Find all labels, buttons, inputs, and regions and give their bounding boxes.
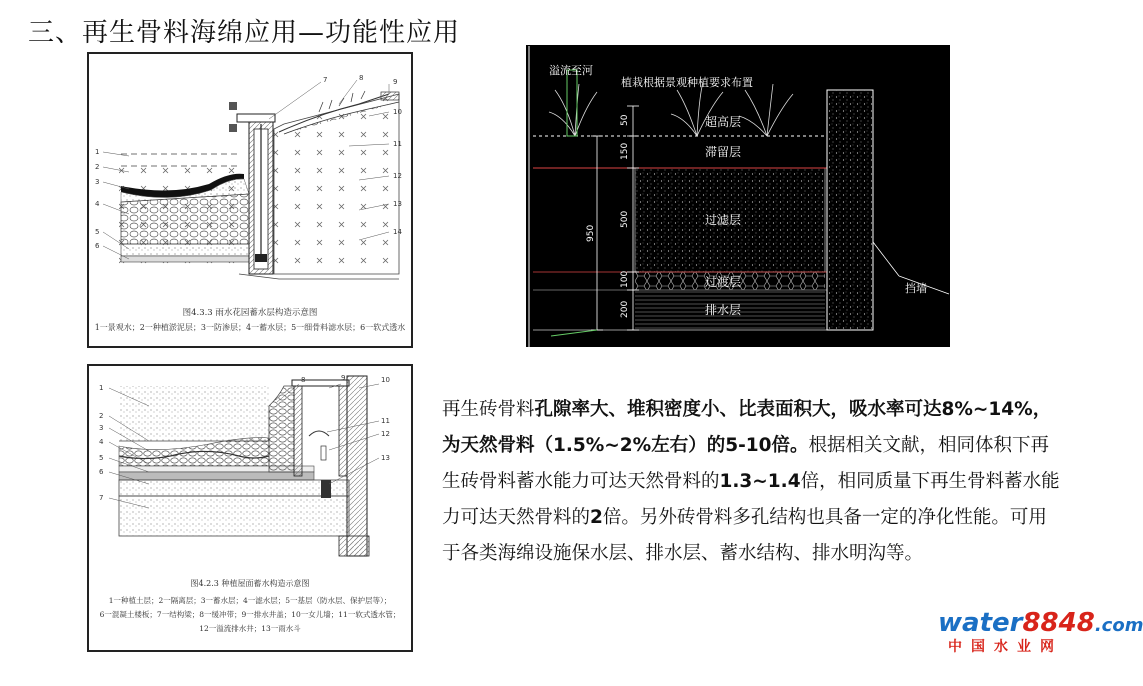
bioretention-section-drawing <box>526 45 950 347</box>
fig1-callout-left: 2 <box>95 163 100 171</box>
rain-garden-drawing <box>89 54 411 304</box>
fig2-callout-right: 9 <box>341 374 346 382</box>
fig1-callout-right: 12 <box>393 172 402 180</box>
dimension-label: 150 <box>620 142 630 160</box>
layer-label: 过滤层 <box>705 213 742 227</box>
fig1-callout-right: 8 <box>359 74 364 82</box>
fig1-callout-right: 13 <box>393 200 402 208</box>
fig1-callout-left: 6 <box>95 242 100 250</box>
fig2-callout-right: 12 <box>381 430 390 438</box>
paragraph-text: 根据相关文献，相同体积下再生砖骨料蓄水能力可达天然骨料的 <box>442 435 1050 492</box>
paragraph-text: 倍，相同质量下再生骨料蓄水能力可达天然骨料的 <box>442 471 1060 528</box>
paragraph-emphasis: 1.3~1.4 <box>719 471 801 492</box>
fig2-legend <box>89 594 411 636</box>
logo-domain: .com <box>1094 615 1143 636</box>
fig2-legend-line: 1一种植土层；2一隔离层；3一蓄水层；4一滤水层；5一基层（防水层、保护层等）； <box>108 596 392 605</box>
fig1-callout-left: 1 <box>95 148 100 156</box>
fig1-callout-left: 4 <box>95 200 100 208</box>
dimension-label: 200 <box>620 300 630 318</box>
fig2-callout-left: 5 <box>99 454 104 462</box>
paragraph-emphasis: 2 <box>590 507 603 528</box>
paragraph-text: 倍。另外砖骨料多孔结构也具备一定的净化性能。可用于各类海绵设施保水层、排水层、蓄水结构、排水明沟等。 <box>442 507 1047 564</box>
planting-label: 植栽根据景观种植要求布置 <box>621 76 753 89</box>
fig2-callout-left: 4 <box>99 438 104 446</box>
rain-garden-diagram <box>87 52 413 348</box>
dimension-label: 950 <box>586 224 596 242</box>
description-paragraph <box>442 392 1062 572</box>
dimension-label: 500 <box>620 210 630 228</box>
fig1-legend: 1一景观水；2一种植淤泥层；3一防渗层；4一蓄水层；5一细骨料滤水层；6一软式透水 <box>94 323 406 332</box>
water8848-logo <box>938 608 1143 678</box>
fig2-legend-line: 12一溢流排水井；13一雨水斗 <box>199 624 301 633</box>
fig1-callout-right: 9 <box>393 78 398 86</box>
fig2-legend-line: 6一混凝土楼板；7一结构梁；8一缓冲带；9一排水井盖；10一女儿墙；11一软式透水管； <box>99 610 401 619</box>
fig2-callout-left: 7 <box>99 494 104 502</box>
logo-number: 8848 <box>1022 608 1095 638</box>
dimension-label: 50 <box>620 114 630 126</box>
green-roof-drawing <box>89 366 411 576</box>
bioretention-section-svg <box>527 46 951 348</box>
paragraph-emphasis: 孔隙率大、堆积密度小、比表面积大，吸水率可达8%~14%，为天然骨料（1.5%~2%左右）的5-10倍。 <box>442 399 1052 456</box>
layer-label: 滞留层 <box>705 145 742 159</box>
logo-word: water <box>938 608 1023 638</box>
fig1-callout-right: 14 <box>393 228 402 236</box>
fig2-callout-left: 1 <box>99 384 104 392</box>
green-roof-diagram <box>87 364 413 652</box>
fig1-callout-right: 10 <box>393 108 402 116</box>
fig2-callout-left: 2 <box>99 412 104 420</box>
dimension-label: 100 <box>620 270 630 288</box>
slide-title: 三、再生骨料海绵应用—功能性应用 <box>28 18 461 48</box>
fig1-callout-left: 5 <box>95 228 100 236</box>
layer-label: 排水层 <box>705 303 742 317</box>
fig2-callout-right: 13 <box>381 454 390 462</box>
overflow-label: 溢流至河 <box>549 64 593 77</box>
paragraph-text: 再生砖骨料 <box>442 399 535 420</box>
layer-label: 超高层 <box>705 115 742 129</box>
fig2-callout-left: 6 <box>99 468 104 476</box>
fig1-caption: 图4.3.3 雨水花园蓄水层构造示意图 <box>182 308 318 318</box>
fig2-callout-right: 11 <box>381 417 390 425</box>
logo-chinese-name: 中国水业网 <box>948 639 1063 655</box>
layer-label: 过渡层 <box>705 275 742 289</box>
fig1-callout-left: 3 <box>95 178 100 186</box>
fig1-callout-right: 11 <box>393 140 402 148</box>
fig2-caption: 图4.2.3 种植屋面蓄水构造示意图 <box>190 579 310 588</box>
fig2-callout-right: 8 <box>301 376 306 384</box>
fig1-callout-right: 7 <box>323 76 328 84</box>
fig2-callout-right: 10 <box>381 376 390 384</box>
wall-label: 挡墙 <box>905 282 927 295</box>
fig2-callout-left: 3 <box>99 424 104 432</box>
